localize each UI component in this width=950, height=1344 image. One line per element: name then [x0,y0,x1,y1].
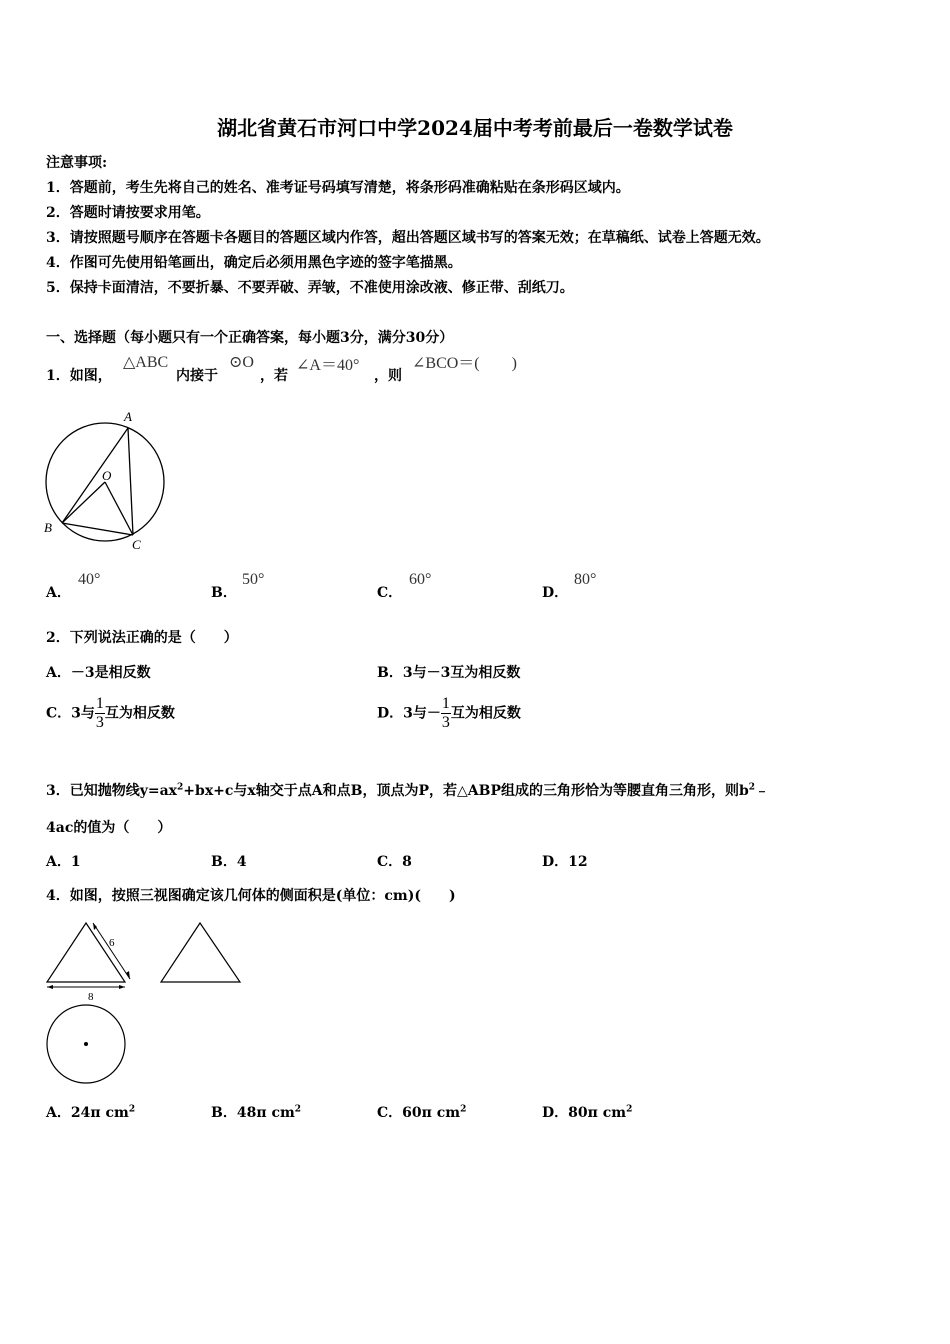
q1-option-c-label[interactable]: C． [377,585,403,601]
fraction-one-third: $\frac{1}{3}$ [95,695,104,731]
q1-option-a-label[interactable]: A． [46,585,71,601]
label-c: C [132,537,141,552]
q1-option-b-label[interactable]: B． [211,585,237,601]
notice-item-4: 4．作图可先使用铅笔画出，确定后必须用黑色字迹的签字笔描黑。 [46,255,462,271]
q3-option-b[interactable]: B．4 [211,854,247,870]
q1-mid3: ，则 [374,368,402,384]
q3-option-d[interactable]: D．12 [542,854,588,870]
q2-option-c[interactable] [46,695,175,732]
q3-stem-line1: 3．已知抛物线$y=ax^2+bx+c$与x轴交于点A和点B，顶点为P，若△ABP组成的三角形恰为等腰直角三角形，则$b^2﹣$ [46,782,770,799]
q1-prefix: 1．如图， [46,368,112,384]
notice-item-2: 2．答题时请按要求用笔。 [46,205,210,221]
q1-option-d-label[interactable]: D． [542,585,569,601]
q3-option-a[interactable]: A．1 [46,854,81,870]
q1-mid1: 内接于 [176,368,218,384]
label-a: A [124,409,132,424]
q2-option-d[interactable] [377,695,521,732]
label-b: B [44,520,52,535]
q2-option-c-post: 互为相反数 [104,705,175,722]
dim-6-label: 6 [109,937,115,949]
segment-ac [128,428,133,535]
q4-stem: 4．如图，按照三视图确定该几何体的侧面积是(单位：cm)( ) [46,888,456,904]
q3-option-c[interactable]: C．8 [377,854,412,870]
top-view-center [84,1042,88,1046]
q1-option-d-value: 80° [574,571,597,588]
q1-angle-a: ∠A＝40° [296,357,360,374]
q1-option-c-value: 60° [409,571,432,588]
front-view-triangle [47,923,125,982]
dim-line-6 [93,923,130,979]
fraction-one-third: $\frac{1}{3}$ [441,695,450,731]
q1-mid2: ，若 [260,368,288,384]
page-title: 湖北省黄石市河口中学2024届中考考前最后一卷数学试卷 [217,116,733,140]
dim-arrow-8-right [119,985,125,989]
q4-option-c[interactable]: C．60π $cm^2$ [377,1104,467,1121]
segment-oc [105,482,133,535]
notice-item-3: 3．请按照题号顺序在答题卡各题目的答题区域内作答，超出答题区域书写的答案无效；在草稿纸、试卷上答题无效。 [46,230,770,246]
q2-option-a[interactable]: A．－3是相反数 [46,665,151,681]
q1-triangle: △ABC [123,354,169,371]
q1-figure [40,405,175,555]
notice-item-1: 1．答题前，考生先将自己的姓名、准考证号码填写清楚，将条形码准确粘贴在条形码区域内。 [46,180,630,196]
notice-item-5: 5．保持卡面清洁，不要折暴、不要弄破、弄皱，不准使用涂改液、修正带、刮纸刀。 [46,280,574,296]
segment-bo [62,482,105,523]
q2-option-c-pre: C．3与 [46,705,95,722]
dim-8-label: 8 [88,991,94,1003]
q4-option-d[interactable]: D．80π $cm^2$ [542,1104,633,1121]
q1-option-b-value: 50° [242,571,265,588]
q2-option-b[interactable]: B．3与－3互为相反数 [377,665,521,681]
dim-arrow-8-left [47,985,53,989]
notice-heading: 注意事项: [46,155,108,171]
section-heading: 一、选择题（每小题只有一个正确答案，每小题3分，满分30分） [46,330,454,346]
side-view-triangle [161,923,240,982]
segment-bc [62,523,133,535]
q1-circle: ⊙O [229,354,254,371]
q2-option-d-post: 互为相反数 [450,705,521,722]
label-o: O [102,468,112,483]
q4-three-views [40,915,250,1090]
q2-option-d-pre: D．3与－ [377,705,441,722]
q1-option-a-value: 40° [78,571,101,588]
q1-angle-bco: ∠BCO＝( ) [412,355,517,372]
dim-arrow-6-bottom [126,971,130,979]
q2-stem: 2．下列说法正确的是（ ） [46,630,238,646]
q3-stem-line2: 4ac的值为（ ） [46,820,172,836]
q4-option-b[interactable]: B．48π $cm^2$ [211,1104,302,1121]
segment-ab [62,428,128,523]
q4-option-a[interactable]: A．24π $cm^2$ [46,1104,136,1121]
